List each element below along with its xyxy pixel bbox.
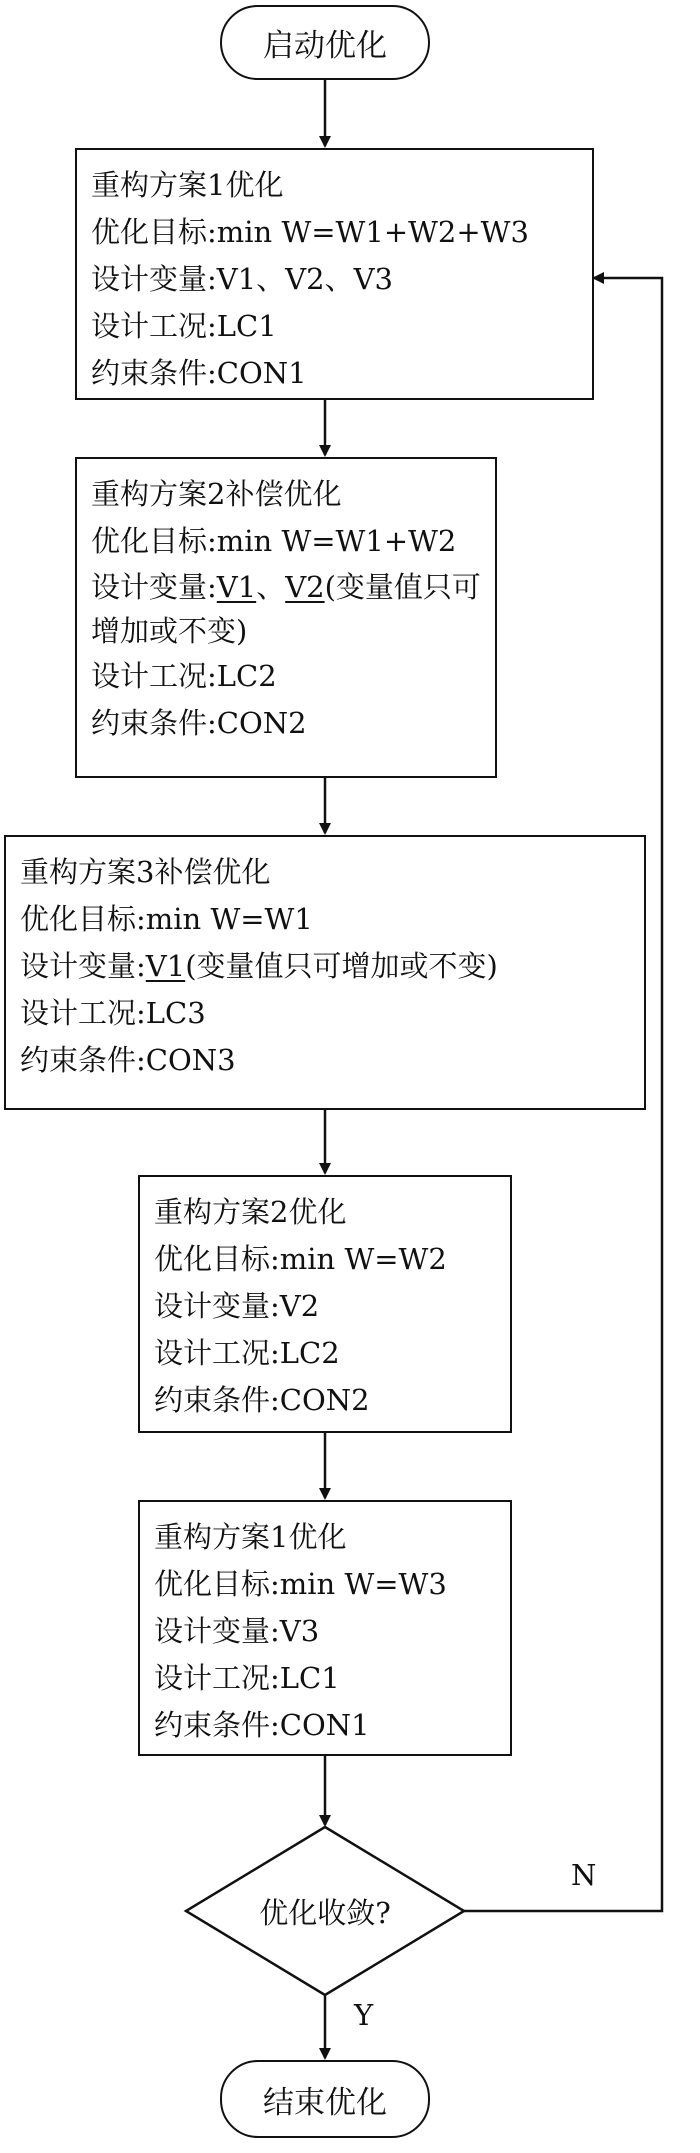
start-terminal	[220, 5, 430, 80]
process-box-2	[75, 457, 497, 778]
box2-constraint: 约束条件:CON2	[91, 706, 307, 740]
yes-branch-label: Y	[354, 1998, 374, 2032]
box5-condition: 设计工况:LC1	[154, 1661, 340, 1695]
decision-label: 优化收敛?	[259, 1896, 391, 1930]
box1-condition: 设计工况:LC1	[91, 309, 277, 343]
box4-title: 重构方案2优化	[154, 1195, 347, 1229]
box1-variables: 设计变量:V1、V2、V3	[91, 262, 393, 296]
box4-objective: 优化目标:min W=W2	[154, 1242, 447, 1276]
box5-objective: 优化目标:min W=W3	[154, 1567, 447, 1601]
process-box-5	[138, 1500, 512, 1756]
box2-objective: 优化目标:min W=W1+W2	[91, 524, 457, 558]
box2-title: 重构方案2补偿优化	[91, 477, 342, 511]
box5-constraint: 约束条件:CON1	[154, 1708, 370, 1742]
box5-variables: 设计变量:V3	[154, 1614, 320, 1648]
process-box-3	[4, 835, 646, 1110]
start-label: 启动优化	[263, 28, 387, 64]
box3-objective: 优化目标:min W=W1	[20, 902, 313, 936]
end-label: 结束优化	[263, 2084, 387, 2121]
no-branch-label: N	[571, 1858, 597, 1892]
process-box-4	[138, 1175, 512, 1433]
box4-constraint: 约束条件:CON2	[154, 1383, 370, 1417]
box1-objective: 优化目标:min W=W1+W2+W3	[91, 215, 529, 249]
box3-condition: 设计工况:LC3	[20, 996, 206, 1030]
box3-variables: 设计变量:V1(变量值只可增加或不变)	[20, 949, 498, 983]
box3-title: 重构方案3补偿优化	[20, 855, 271, 889]
box2-variables: 设计变量:V1、V2(变量值只可增加或不变)	[91, 570, 481, 648]
box4-variables: 设计变量:V2	[154, 1289, 320, 1323]
box1-title: 重构方案1优化	[91, 168, 284, 202]
box1-constraint: 约束条件:CON1	[91, 356, 307, 390]
box3-constraint: 约束条件:CON3	[20, 1043, 236, 1077]
box4-condition: 设计工况:LC2	[154, 1336, 340, 1370]
process-box-1	[75, 148, 594, 400]
end-terminal	[220, 2060, 430, 2138]
box5-title: 重构方案1优化	[154, 1520, 347, 1554]
box2-condition: 设计工况:LC2	[91, 659, 277, 693]
